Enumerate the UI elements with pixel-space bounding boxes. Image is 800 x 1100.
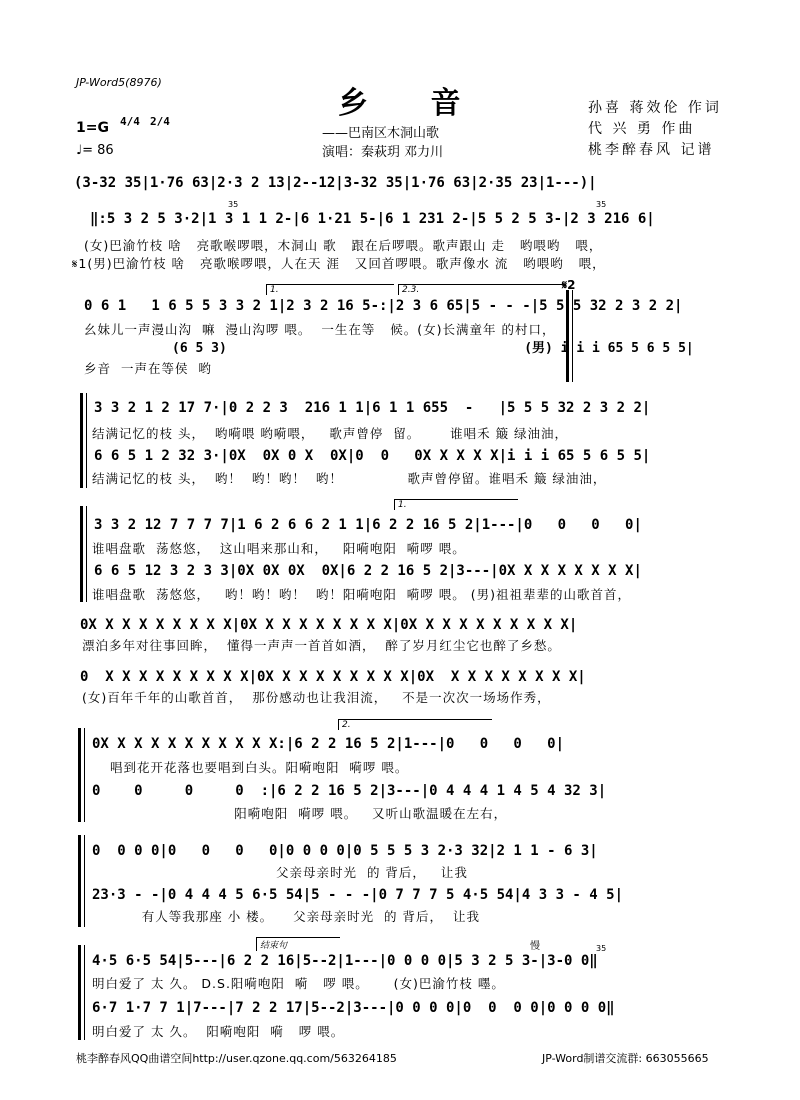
- score-row-2-lyric-2: 乡音 一声在等侯 哟: [84, 361, 212, 376]
- score-row-6-notes: 0 X X X X X X X X X|0X X X X X X X X X|0X X X X X X X X X|: [80, 669, 586, 685]
- brace-bracket: [78, 728, 81, 822]
- score-row-3-notes-2: 6 6 5 1 2 32 3·|0X 0X 0 X 0X|0 0 0X X X X X|i i i 65 5 6 5 5|: [94, 448, 651, 464]
- subtitle: ——巴南区木洞山歌: [322, 126, 440, 141]
- score-row-9-notes: 4·5 6·5 54|5---|6 2 2 16|5--2|1---|0 0 0 0|5 3 2 5 3-|3-0 0‖: [92, 953, 598, 969]
- score-row-2-lyric-1: 幺妹儿一声漫山沟 嘛 漫山沟啰 喂。 一生在等 候。(女)长满童年 的村口，: [84, 322, 556, 337]
- score-row-2-notes-2: (6 5 3) (男) i i i 65 5 6 5 5|: [172, 341, 694, 356]
- score-row-1-lyric-1: (女)巴渝竹枝 啥 亮歌喉啰喂，木洞山 歌 跟在后啰喂。歌声跟山 走 哟喂哟 喂，: [84, 238, 603, 253]
- brace-bracket: [80, 393, 83, 488]
- score-row-intro-notes: (3-32 35|1·76 63|2·3 2 13|2--12|3-32 35|1·76 63|2·35 23|1---)|: [74, 175, 597, 191]
- score-row-7-lyric-1: 唱到花开花落也要唱到白头。阳嗬咆阳 嗬啰 喂。: [100, 760, 409, 775]
- score-row-4-lyric-2: 谁唱盘歌 荡悠悠， 哟！哟！哟！ 哟！阳嗬咆阳 嗬啰 喂。 (男)祖祖辈辈的山歌首首，: [92, 587, 631, 602]
- footer-left: 桃李醉春风QQ曲谱空间http://user.qzone.qq.com/563264185: [76, 1052, 397, 1065]
- volta-1b: 1.: [394, 499, 518, 510]
- score-row-3-lyric-1: 结满记忆的枝 头， 哟嗬喂 哟嗬喂， 歌声曾停 留。 谁唱禾 簸 绿油油，: [92, 426, 569, 441]
- score-row-8-lyric-2: 有人等我那座 小 楼。 父亲母亲时光 的 背后， 让我: [92, 909, 480, 924]
- singers: 演唱：秦萩玥 邓力川: [322, 145, 444, 160]
- software-label: JP-Word5(8976): [76, 76, 162, 89]
- score-row-5-lyric-1: 漂泊多年对往事回眸， 懂得一声声一首首如酒， 醉了岁月红尘它也醉了乡愁。: [82, 638, 561, 653]
- song-title: 乡 音: [338, 86, 487, 121]
- score-row-6-lyric-1: (女)百年千年的山歌首首， 那份感动也让我泪流， 不是一次次一场场作秀，: [82, 690, 551, 705]
- score-row-1-notes: ‖:5 3 2 5 3·2|1 3 1 1 2-|6 1·21 5-|6 1 231 2-|5 5 2 5 3-|2 3 216 6|: [90, 211, 655, 227]
- transcriber: 桃李醉春风 记谱: [588, 142, 715, 158]
- brace-bracket: [78, 835, 81, 927]
- score-row-3-notes: 3 3 2 1 2 17 7·|0 2 2 3 216 1 1|6 1 1 655 - |5 5 5 32 2 3 2 2|: [94, 400, 651, 416]
- time-signature-2: [150, 116, 170, 127]
- score-row-9-lyric-1: 明白爱了 太 久。 D.S.阳嗬咆阳 嗬 啰 喂。 (女)巴渝竹枝 嚜。: [92, 976, 505, 991]
- score-row-4-notes: 3 3 2 12 7 7 7 7|1 6 2 6 6 2 1 1|6 2 2 16 5 2|1---|0 0 0 0|: [94, 517, 642, 533]
- score-row-4-lyric-1: 谁唱盘歌 荡悠悠， 这山唱来那山和， 阳嗬咆阳 嗬啰 喂。: [92, 541, 466, 556]
- brace-bracket: [78, 945, 81, 1040]
- time-signature-1: [120, 116, 140, 127]
- score-row-7-notes: 0X X X X X X X X X X X:|6 2 2 16 5 2|1---|0 0 0 0|: [92, 736, 565, 752]
- grace-note-3: 35: [596, 944, 607, 953]
- tempo-slow-label: 慢: [530, 941, 540, 952]
- score-row-8-lyric-1: 父亲母亲时光 的 背后， 让我: [92, 865, 468, 880]
- grace-note-2: 35: [596, 200, 607, 209]
- score-row-2-notes: 0 6 1 1 6 5 5 3 3 2 1|2 3 2 16 5-:|2 3 6 65|5 - - -|5 5 5 32 2 3 2 2|: [84, 298, 683, 314]
- grace-note-1: 35: [228, 200, 239, 209]
- score-row-5-notes: 0X X X X X X X X X|0X X X X X X X X X|0X X X X X X X X X X|: [80, 617, 578, 633]
- footer-right: JP-Word制谱交流群: 663055665: [542, 1052, 709, 1065]
- brace-bracket: [80, 506, 83, 602]
- score-row-8-notes: 0 0 0 0|0 0 0 0|0 0 0 0|0 5 5 5 3 2·3 32|2 1 1 - 6 3|: [92, 843, 598, 859]
- segno-2: 𝄋2: [562, 278, 576, 292]
- key-signature: 1=G: [76, 120, 109, 136]
- score-row-9-notes-2: 6·7 1·7 7 1|7---|7 2 2 17|5--2|3---|0 0 0 0|0 0 0 0|0 0 0 0‖: [92, 1000, 615, 1016]
- score-row-7-notes-2: 0 0 0 0 :|6 2 2 16 5 2|3---|0 4 4 4 1 4 5 4 32 3|: [92, 783, 607, 799]
- tempo-marking: ♩= 86: [76, 143, 114, 158]
- lyricist: 孙喜 蒋效伦 作词: [588, 100, 722, 116]
- score-row-1-lyric-2: 𝄋1(男)巴渝竹枝 啥 亮歌喉啰喂，人在天 涯 又回首啰喂。歌声像水 流 哟喂哟 喂，: [72, 256, 606, 271]
- volta-2-3: 2.3.: [398, 284, 566, 295]
- time-sig-2-value: 2/4: [150, 115, 170, 128]
- volta-1: 1.: [266, 284, 394, 295]
- score-row-9-lyric-2: 明白爱了 太 久。 阳嗬咆阳 嗬 啰 喂。: [92, 1024, 345, 1039]
- score-row-7-lyric-2: 阳嗬咆阳 嗬啰 喂。 又听山歌温暖在左右，: [100, 806, 508, 821]
- score-row-8-notes-2: 23·3 - -|0 4 4 4 5 6·5 54|5 - - -|0 7 7 7 5 4·5 54|4 3 3 - 4 5|: [92, 887, 624, 903]
- score-row-4-notes-2: 6 6 5 12 3 2 3 3|0X 0X 0X 0X|6 2 2 16 5 2|3---|0X X X X X X X X|: [94, 563, 642, 579]
- ending-label: 结束句: [256, 937, 340, 951]
- volta-2: 2.: [338, 719, 492, 730]
- composer: 代 兴 勇 作曲: [588, 121, 696, 137]
- time-sig-1-value: 4/4: [120, 115, 140, 128]
- score-row-3-lyric-2: 结满记忆的枝 头， 哟！ 哟！哟！ 哟！ 歌声曾停留。谁唱禾 簸 绿油油，: [92, 471, 607, 486]
